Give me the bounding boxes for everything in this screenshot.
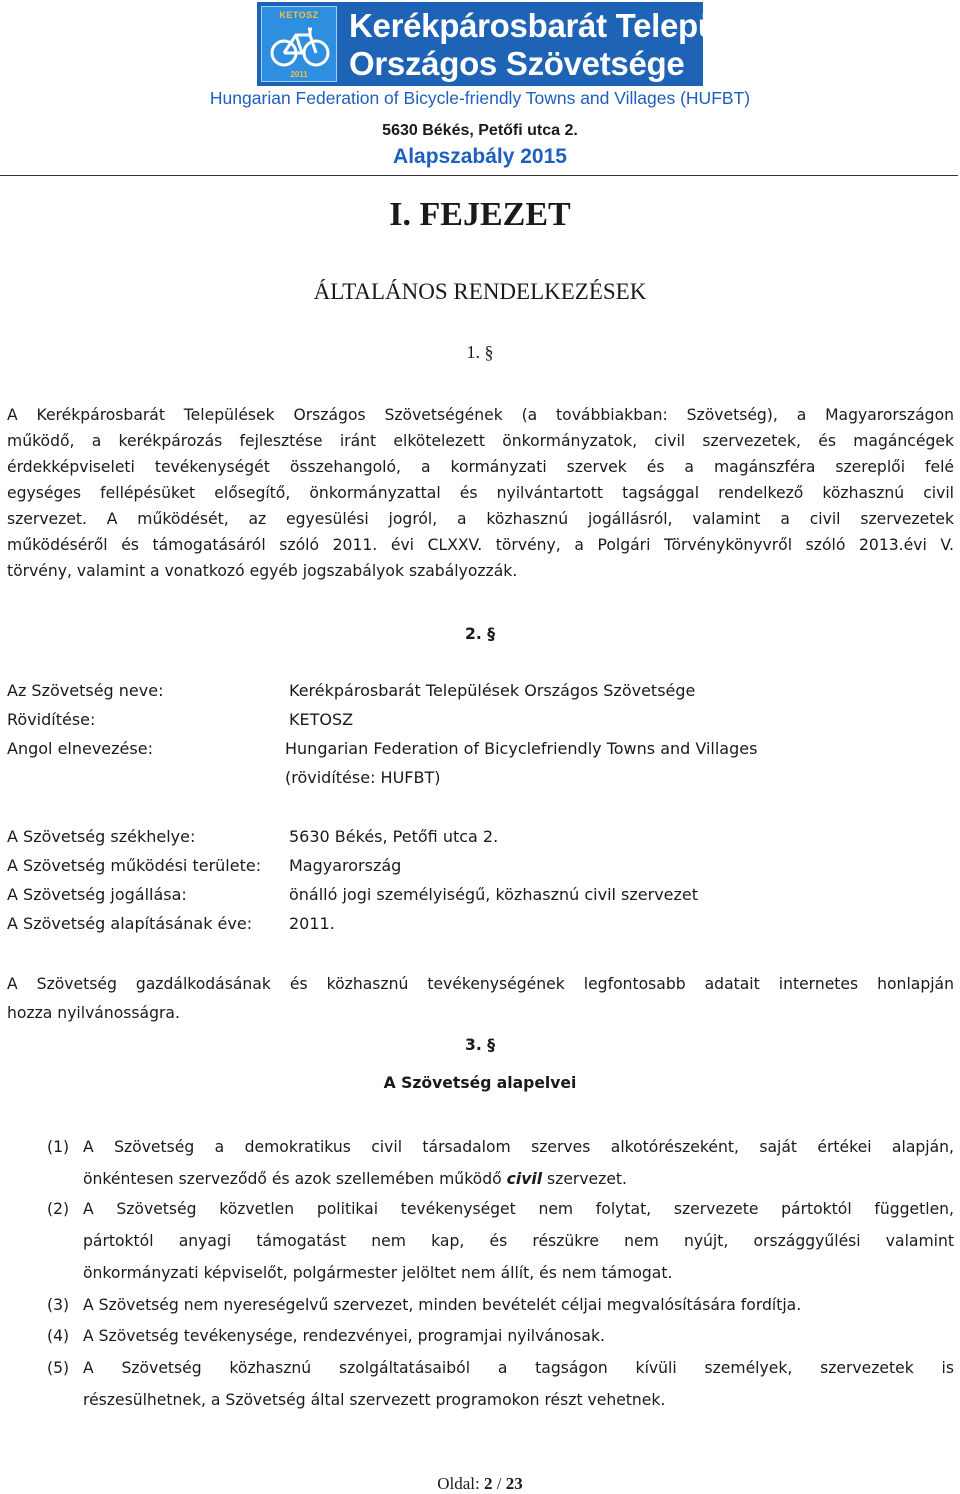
abbreviation-label: Rövidítése: <box>7 710 96 729</box>
page-footer <box>0 1474 960 1494</box>
item-line: részesülhetnek, a Szövetség által szervezett programokon részt vehetnek. <box>83 1391 666 1409</box>
item-number: (4) <box>47 1327 70 1345</box>
paragraph-line: A Kerékpárosbarát Települések Országos Szövetségének (a továbbiakban: Szövetség), a Magyarországon <box>7 406 954 424</box>
abbreviation-value: KETOSZ <box>289 710 354 729</box>
chapter-subtitle: ÁLTALÁNOS RENDELKEZÉSEK <box>313 279 647 304</box>
header-divider <box>0 175 958 176</box>
item-line: A Szövetség közhasznú szolgáltatásaiból a tagságon kívüli személyek, szervezetek is <box>83 1359 954 1377</box>
item-line <box>83 1163 954 1195</box>
item-number: (5) <box>47 1359 70 1377</box>
item-line: önkormányzati képviselőt, polgármester jelöltet nem állít, és nem támogat. <box>83 1264 673 1282</box>
organization-logo <box>257 2 799 86</box>
logo-text-line1: Kerékpárosbarát Települések <box>349 7 799 44</box>
founding-year-label: A Szövetség alapításának éve: <box>7 914 253 933</box>
paragraph-line: szervezet. A működését, az egyesülési jogról, a közhasznú jogállásról, valamint a civil szervezetek <box>7 510 954 528</box>
emphasized-word: civil <box>506 1170 543 1188</box>
paragraph-line: egységes fellépésüket elősegítő, önkormányzattal és nyilvántartott tagsággal rendelkező közhasznú civil <box>7 484 954 502</box>
seat-label: A Szövetség székhelye: <box>7 827 196 846</box>
item-number: (2) <box>47 1200 70 1218</box>
item-line: A Szövetség tevékenysége, rendezvényei, programjai nyilvánosak. <box>83 1327 605 1345</box>
legal-status-value: önálló jogi személyiségű, közhasznú civil szervezet <box>289 885 699 904</box>
english-name-value: Hungarian Federation of Bicyclefriendly Towns and Villages <box>285 739 758 758</box>
english-organization-name: Hungarian Federation of Bicycle-friendly Towns and Villages (HUFBT) <box>209 88 751 108</box>
paragraph-line: működő, a kerékpározás fejlesztése iránt elkötelezett önkormányzatok, civil szervezetek, és magáncégek <box>7 432 954 450</box>
current-page: 2 <box>484 1474 493 1493</box>
seat-value: 5630 Békés, Petőfi utca 2. <box>289 827 499 846</box>
paragraph-line: A Szövetség gazdálkodásának és közhasznú tevékenységének legfontosabb adatait internetes honlapján <box>7 975 954 993</box>
principle-item-4 <box>83 1320 954 1352</box>
principle-item-2 <box>83 1193 954 1289</box>
operating-area-value: Magyarország <box>289 856 402 875</box>
page-label: Oldal: <box>437 1474 480 1493</box>
section-3-title: A Szövetség alapelvei <box>383 1074 577 1092</box>
total-pages: 23 <box>505 1474 523 1493</box>
header-address: 5630 Békés, Petőfi utca 2. <box>382 122 578 139</box>
name-label: Az Szövetség neve: <box>7 681 164 700</box>
paragraph-line: törvény, valamint a vonatkozó egyéb jogszabályok szabályozzák. <box>7 562 518 580</box>
english-name-label: Angol elnevezése: <box>7 739 153 758</box>
section-2-heading: 2. § <box>465 625 495 643</box>
section-1-paragraph <box>7 402 954 584</box>
emblem-name: KETOSZ <box>279 10 319 20</box>
item-line: A Szövetség nem nyereségelvű szervezet, minden bevételét céljai megvalósítására fordítja. <box>83 1296 802 1314</box>
paragraph-line: érdekképviseleti tevékenységét összehangoló, a kormányzati szervek és a magánszféra szereplői felé <box>7 458 954 476</box>
paragraph-line: működéséről és támogatásáról szóló 2011. évi CLXXV. törvény, a Polgári Törvénykönyvről szóló 2013.évi V. <box>7 536 954 554</box>
bicycle-emblem <box>261 6 337 82</box>
item-number: (1) <box>47 1138 70 1156</box>
legal-status-label: A Szövetség jogállása: <box>7 885 187 904</box>
item-line: A Szövetség a demokratikus civil társadalom szerves alkotórészeként, saját értékei alapján, <box>83 1138 954 1156</box>
paragraph-line: hozza nyilvánosságra. <box>7 1004 180 1022</box>
founding-year-value: 2011. <box>289 914 335 933</box>
section-3-heading: 3. § <box>465 1036 495 1054</box>
item-number: (3) <box>47 1296 70 1314</box>
section-1-heading: 1. § <box>466 342 494 362</box>
principle-item-1 <box>83 1131 954 1195</box>
name-value: Kerékpárosbarát Települések Országos Szövetsége <box>289 681 696 700</box>
chapter-title: I. FEJEZET <box>389 196 571 233</box>
item-line-text: önkéntesen szerveződő és azok szellemében működő <box>83 1170 507 1188</box>
item-line: pártoktól anyagi támogatást nem kap, és részükre nem nyújt, országgyűlési valamint <box>83 1232 954 1250</box>
principle-item-5 <box>83 1352 954 1416</box>
publicity-paragraph <box>7 970 954 1028</box>
logo-text-line2: Országos Szövetsége <box>349 45 685 82</box>
english-abbreviation: (rövidítése: HUFBT) <box>285 768 441 787</box>
page-separator: / <box>496 1474 502 1493</box>
item-line-text: szervezet. <box>542 1170 628 1188</box>
document-title: Alapszabály 2015 <box>393 145 567 168</box>
emblem-year: 2011 <box>290 70 308 79</box>
principle-item-3 <box>83 1289 954 1321</box>
item-line: A Szövetség közvetlen politikai tevékenységet nem folytat, szervezete pártoktól független, <box>83 1200 954 1218</box>
operating-area-label: A Szövetség működési területe: <box>7 856 262 875</box>
